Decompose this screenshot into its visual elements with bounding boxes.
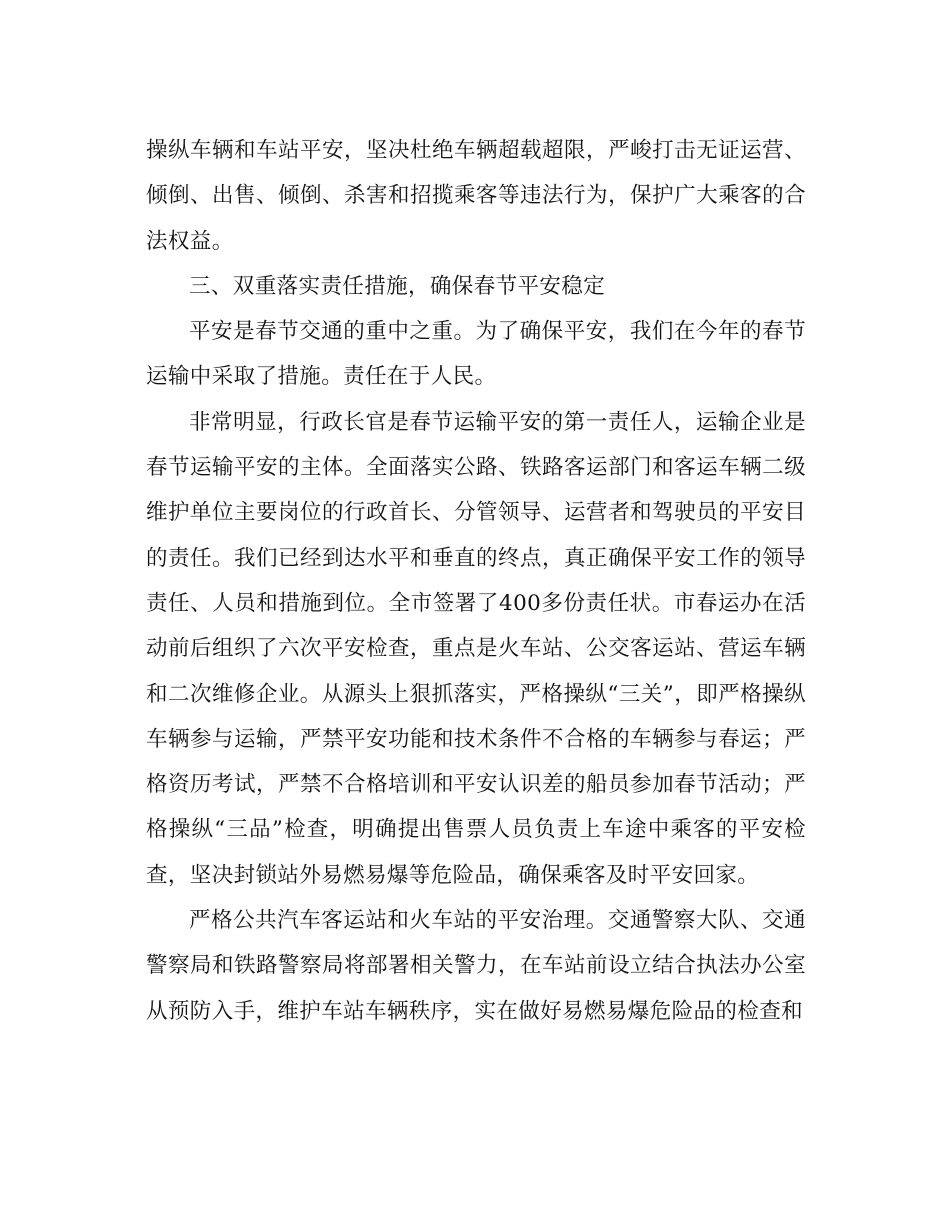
paragraph-2: 平安是春节交通的重中之重。为了确保平安，我们在今年的春节运输中采取了措施。责任在于人民。 xyxy=(146,319,806,390)
paragraph-3: 非常明显，行政长官是春节运输平安的第一责任人，运输企业是春节运输平安的主体。全面落实公路、铁路客运部门和客运车辆二级维护单位主要岗位的行政首长、分管领导、运营者和驾驶员的平安目的责任。我们已经到达水平和垂直的终点，真正确保平安工作的领导责任、人员和措施到位。全市签署了400多份责任状。市春运办在活动前后组织了六次平安检查，重点是火车站、公交客运站、营运车辆和二次维修企业。从源头上狠抓落实，严格操纵“三关”，即严格操纵车辆参与运输，严禁平安功能和技术条件不合格的车辆参与春运；严格资历考试，严禁不合格培训和平安认识差的船员参加春节活动；严格操纵“三品”检查，明确提出售票人员负责上车途中乘客的平安检查，坚决封锁站外易燃易爆等危险品，确保乘客及时平安回家。 xyxy=(146,409,806,888)
section-heading: 三、双重落实责任措施，确保春节平安稳定 xyxy=(189,273,606,299)
body-text xyxy=(146,128,806,1034)
paragraph-1: 操纵车辆和车站平安，坚决杜绝车辆超载超限，严峻打击无证运营、倾倒、出售、倾倒、杀害和招揽乘客等违法行为，保护广大乘客的合法权益。 xyxy=(146,138,806,254)
paragraph-4: 严格公共汽车客运站和火车站的平安治理。交通警察大队、交通警察局和铁路警察局将部署相关警力，在车站前设立结合执法办公室从预防入手，维护车站车辆秩序，实在做好易燃易爆危险品的检查和 xyxy=(146,908,806,1024)
